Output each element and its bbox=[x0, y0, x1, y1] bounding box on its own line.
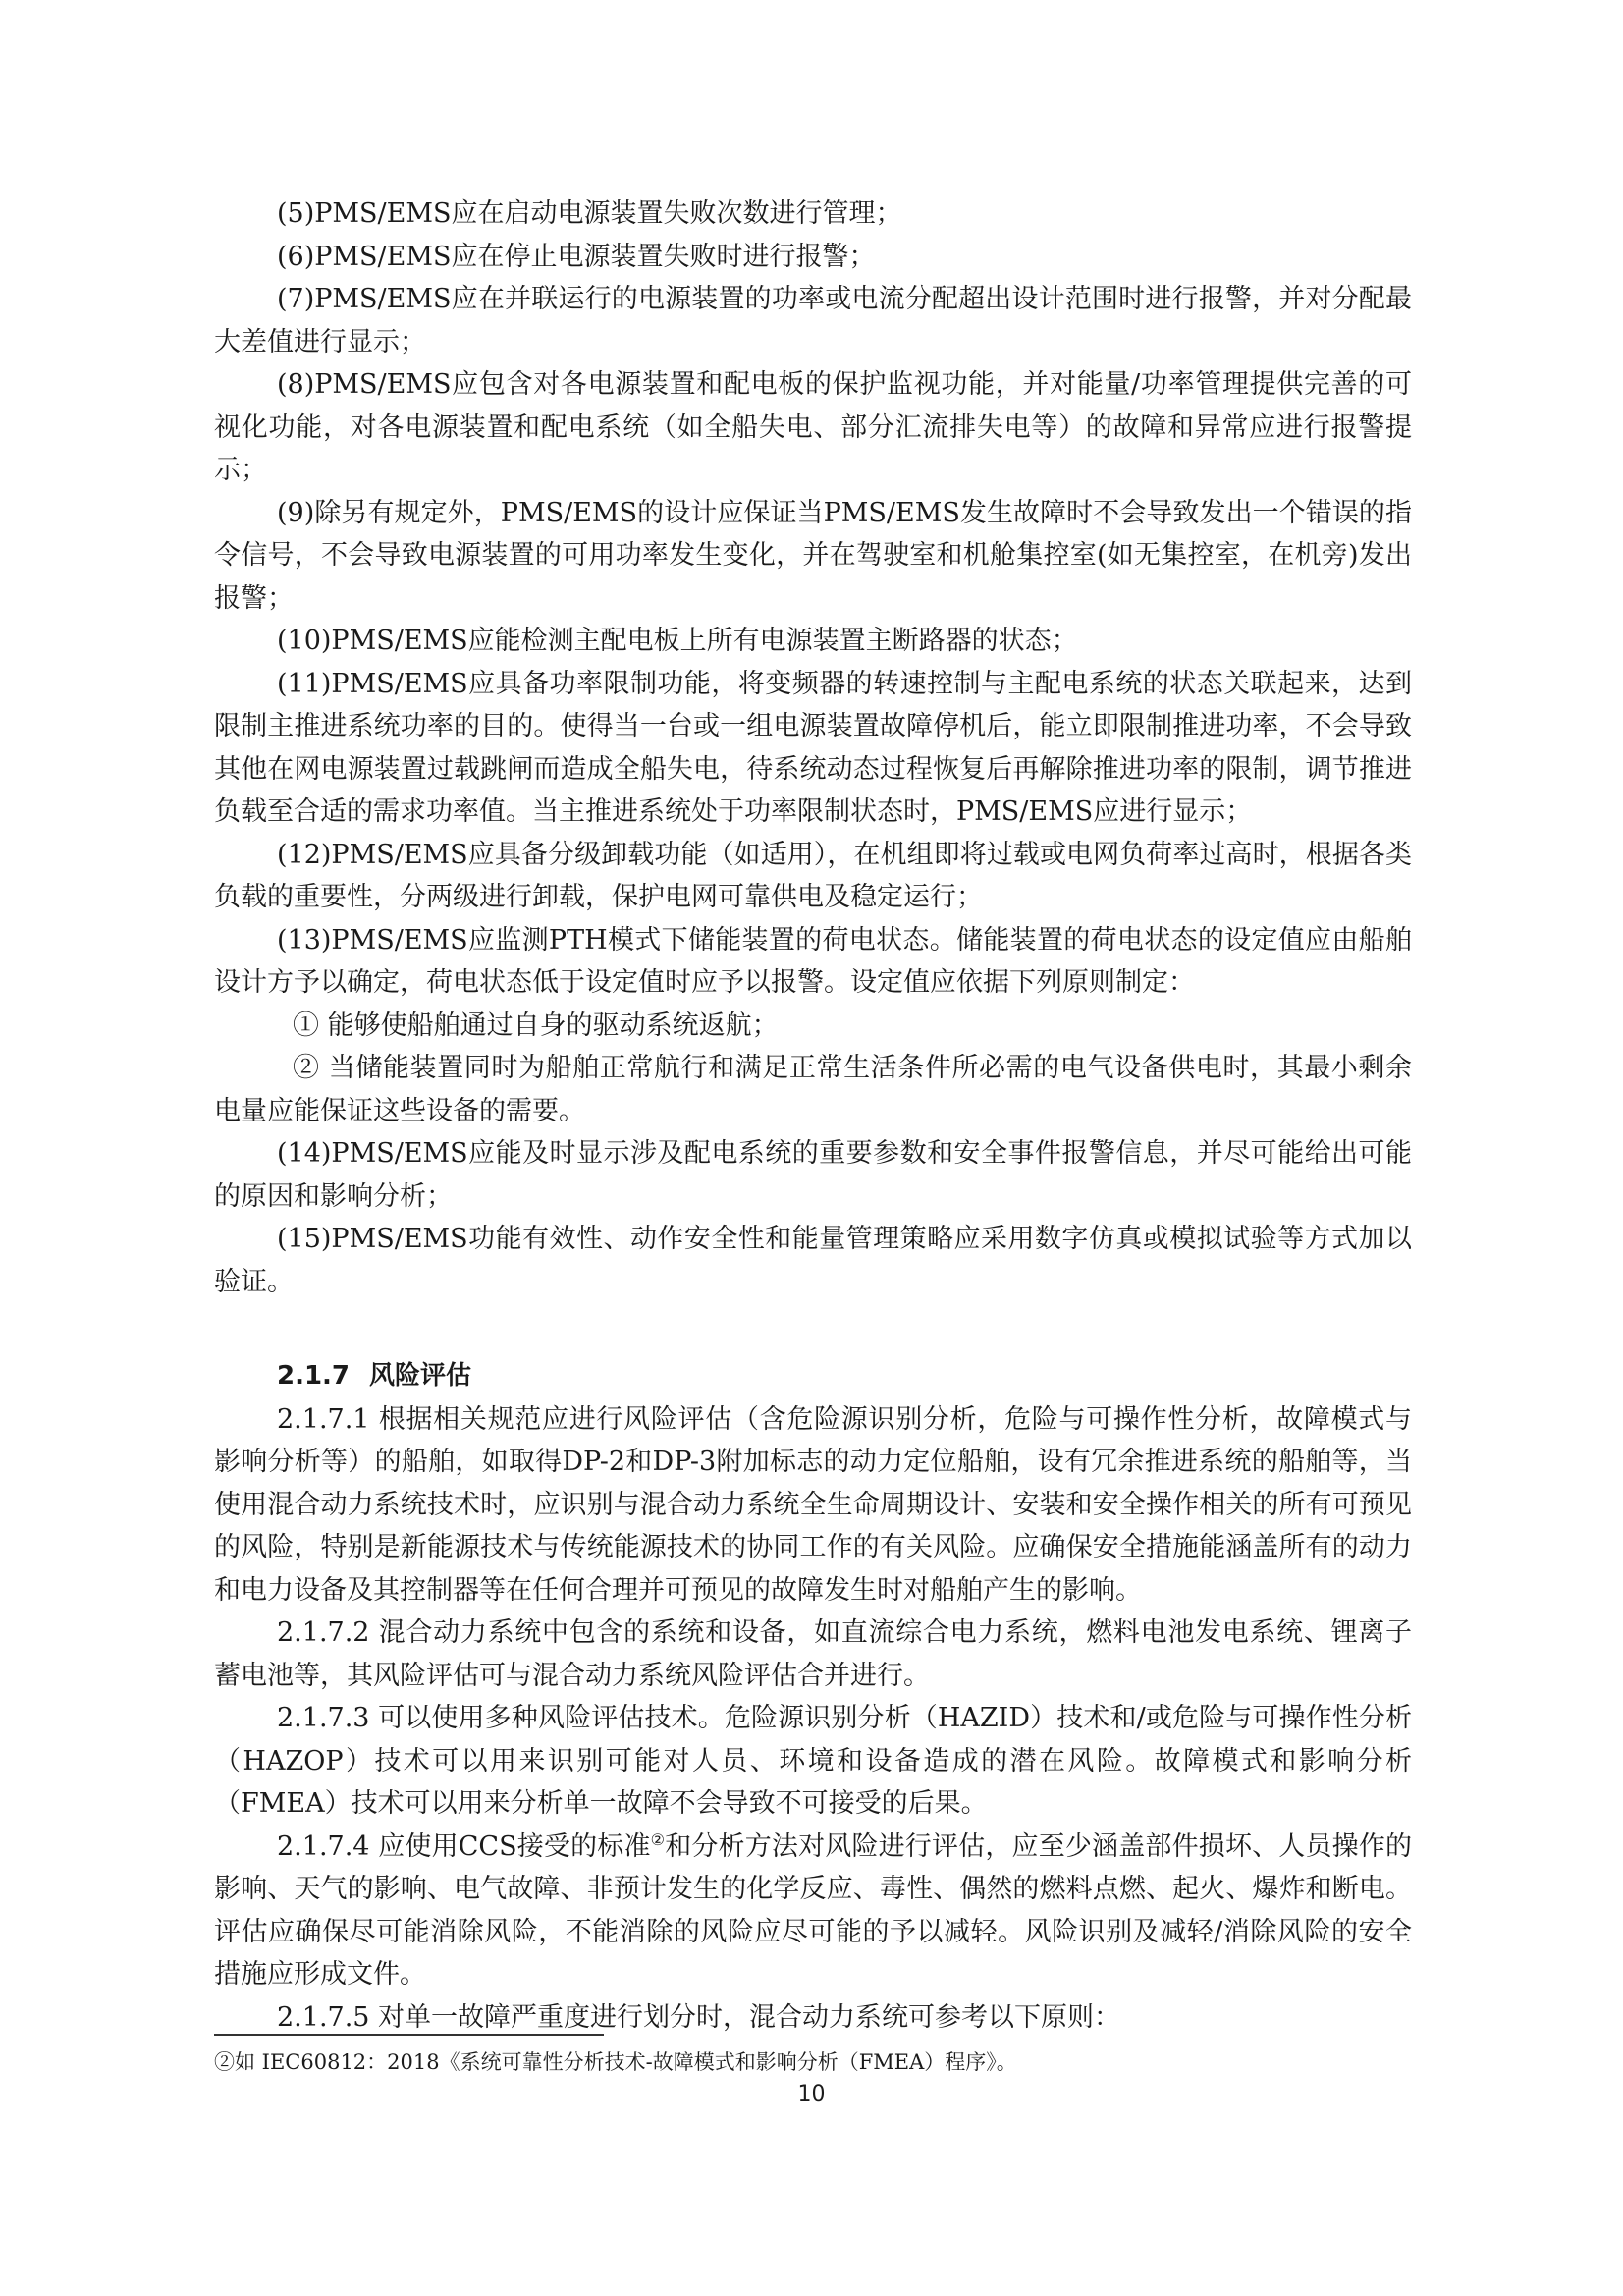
section-title: 风险评估 bbox=[369, 1361, 472, 1391]
clause-paragraph bbox=[214, 1826, 1412, 1996]
list-item: (14)PMS/EMS应能及时显示涉及配电系统的重要参数和安全事件报警信息，并尽可能给出可能的原因和影响分析； bbox=[214, 1138, 1412, 1212]
list-item: (7)PMS/EMS应在并联运行的电源装置的功率或电流分配超出设计范围时进行报警，并对分配最大差值进行显示； bbox=[214, 284, 1412, 357]
list-item: (6)PMS/EMS应在停止电源装置失败时进行报警； bbox=[277, 241, 876, 272]
sub-item: ① 能够使船舶通过自身的驱动系统返航； bbox=[293, 1010, 779, 1041]
footnote-reference[interactable]: ② bbox=[650, 1830, 666, 1849]
sub-item: ② 当储能装置同时为船舶正常航行和满足正常生活条件所必需的电气设备供电时，其最小剩余电量应能保证这些设备的需要。 bbox=[214, 1053, 1412, 1126]
page-number: 10 bbox=[797, 2082, 826, 2106]
list-item: (15)PMS/EMS功能有效性、动作安全性和能量管理策略应采用数字仿真或模拟试验等方式加以验证。 bbox=[214, 1224, 1412, 1297]
list-item: (10)PMS/EMS应能检测主配电板上所有电源装置主断路器的状态； bbox=[277, 626, 1078, 656]
list-item: (12)PMS/EMS应具备分级卸载功能（如适用），在机组即将过载或电网负荷率过高时，根据各类负载的重要性，分两级进行卸载，保护电网可靠供电及稳定运行； bbox=[214, 839, 1412, 912]
clause-paragraph: 2.1.7.3 可以使用多种风险评估技术。危险源识别分析（HAZID）技术和/或危险与可操作性分析（HAZOP）技术可以用来识别可能对人员、环境和设备造成的潜在风险。故障模式和影响分析（FMEA）技术可以用来分析单一故障不会导致不可接受的后果。 bbox=[214, 1703, 1412, 1819]
list-item: (13)PMS/EMS应监测PTH模式下储能装置的荷电状态。储能装置的荷电状态的设定值应由船舶设计方予以确定，荷电状态低于设定值时应予以报警。设定值应依据下列原则制定： bbox=[214, 924, 1412, 998]
section-heading bbox=[214, 1355, 1412, 1398]
list-item: (11)PMS/EMS应具备功率限制功能，将变频器的转速控制与主配电系统的状态关联起来，达到限制主推进系统功率的目的。使得当一台或一组电源装置故障停机后，能立即限制推进功率，不会导致其他在网电源装置过载跳闸而造成全船失电，待系统动态过程恢复后再解除推进功率的限制，调节推进负载至合适的需求功率值。当主推进系统处于功率限制状态时，PMS/EMS应进行显示； bbox=[214, 668, 1412, 827]
list-item: (5)PMS/EMS应在启动电源装置失败次数进行管理； bbox=[277, 198, 902, 229]
clause-text: 2.1.7.4 应使用CCS接受的标准 bbox=[277, 1831, 651, 1862]
section-number: 2.1.7 bbox=[277, 1361, 351, 1391]
clause-text: 和分析方法对风险进行评估，应至少涵盖部件损坏、人员操作的影响、天气的影响、电气故障、非预计发生的化学反应、毒性、偶然的燃料点燃、起火、爆炸和断电。评估应确保尽可能消除风险，不能消除的风险应尽可能的予以减轻。风险识别及减轻/消除风险的安全措施应形成文件。 bbox=[214, 1831, 1413, 1990]
list-item: (9)除另有规定外，PMS/EMS的设计应保证当PMS/EMS发生故障时不会导致发出一个错误的指令信号，不会导致电源装置的可用功率发生变化，并在驾驶室和机舱集控室(如无集控室，在机旁)发出报警； bbox=[214, 497, 1412, 614]
clause-paragraph: 2.1.7.1 根据相关规范应进行风险评估（含危险源识别分析，危险与可操作性分析，故障模式与影响分析等）的船舶，如取得DP-2和DP-3附加标志的动力定位船舶，设有冗余推进系统的船舶等，当使用混合动力系统技术时，应识别与混合动力系统全生命周期设计、安装和安全操作相关的所有可预见的风险，特别是新能源技术与传统能源技术的协同工作的有关风险。应确保安全措施能涵盖所有的动力和电力设备及其控制器等在任何合理并可预见的故障发生时对船舶产生的影响。 bbox=[214, 1403, 1412, 1606]
body-text bbox=[214, 192, 1412, 2039]
clause-paragraph: 2.1.7.2 混合动力系统中包含的系统和设备，如直流综合电力系统，燃料电池发电系统、锂离子蓄电池等，其风险评估可与混合动力系统风险评估合并进行。 bbox=[214, 1617, 1412, 1691]
footnote: ②如 IEC60812：2018《系统可靠性分析技术-故障模式和影响分析（FMEA）程序》。 bbox=[214, 2050, 1017, 2074]
list-item: (8)PMS/EMS应包含对各电源装置和配电板的保护监视功能，并对能量/功率管理提供完善的可视化功能，对各电源装置和配电系统（如全船失电、部分汇流排失电等）的故障和异常应进行报警提示； bbox=[214, 369, 1412, 485]
clause-paragraph: 2.1.7.5 对单一故障严重度进行划分时，混合动力系统可参考以下原则： bbox=[277, 2001, 1121, 2033]
footnote-divider bbox=[214, 2034, 604, 2036]
